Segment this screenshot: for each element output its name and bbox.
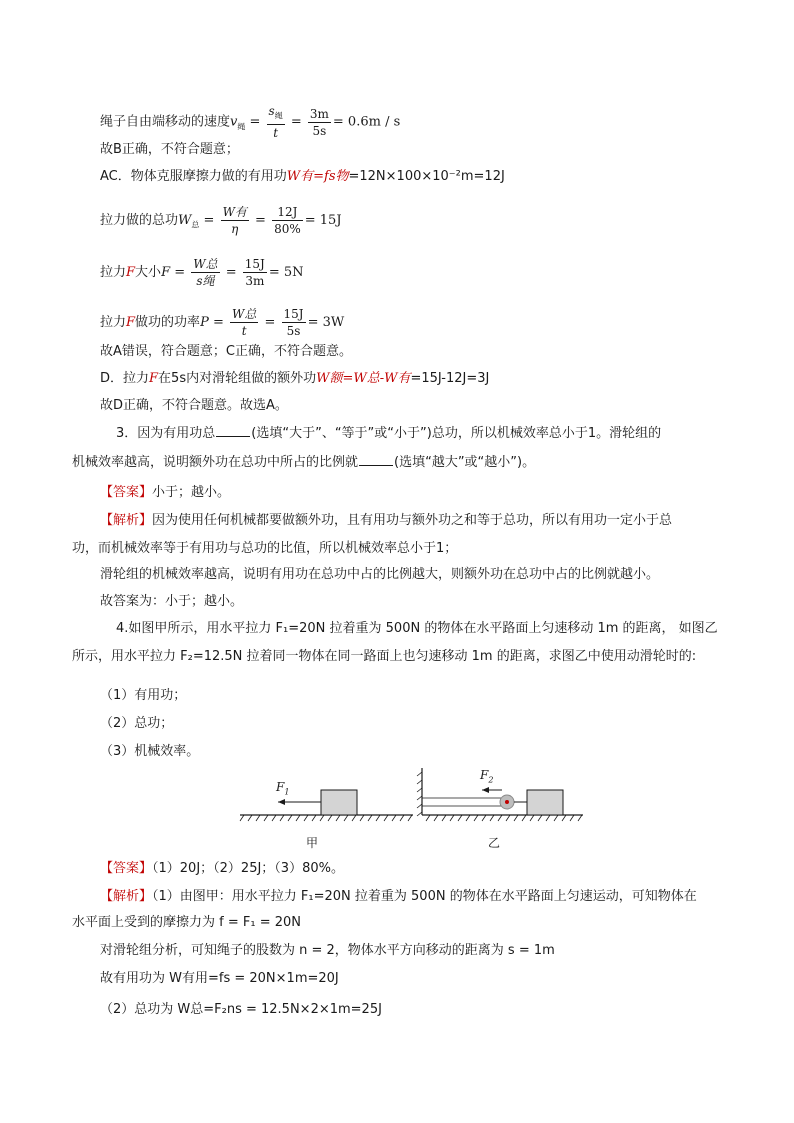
analysis-3-line3: 滑轮组的机械效率越高，说明有用功在总功中占的比例越大，则额外功在总功中占的比例就越小。: [100, 567, 660, 582]
sub: 绳: [237, 122, 246, 132]
analysis-3-line2: 功，而机械效率等于有用功与总功的比值，所以机械效率总小于1；: [72, 541, 458, 556]
velocity-line: 绳子自由端移动的速度$v_绳$ = $\frac{s_绳}{t}$ = $\frac{3m}{5s}$ = 0.6m / s: [100, 104, 401, 141]
arrow-head: [482, 787, 489, 793]
question-3-line2: 机械效率越高，说明额外功在总功中所占的比例就 (选填“越大”或“越小”)。: [72, 455, 536, 470]
arrow-head: [278, 799, 285, 805]
label-f2: $F_2$: [480, 768, 494, 785]
block-jia: [321, 790, 357, 815]
question-4-line2: 所示，用水平拉力 F₂=12.5N 拉着同一物体在同一路面上也匀速移动 1m 的距离，求图乙中使用动滑轮时的:: [72, 649, 697, 664]
label-f1: $F_1$: [276, 780, 290, 797]
analysis-4-line5: （2）总功为 W总=F₂ns = 12.5N×2×1m=25J: [100, 1002, 382, 1017]
line-d-extra-work: D．拉力F在5s内对滑轮组做的额外功W额=W总-W有=15J-12J=3J: [100, 371, 490, 386]
ground-hatch: [240, 815, 412, 821]
analysis-4-line4: 故有用功为 W有用=fs = 20N×1m=20J: [100, 971, 339, 986]
figure-svg: [238, 760, 588, 860]
question-4-line1: 4.如图甲所示，用水平拉力 F₁=20N 拉着重为 500N 的物体在水平路面上匀速移动 1m 的距离， 如图乙: [116, 621, 718, 636]
answer-blank: [216, 424, 250, 437]
answer-blank: [359, 453, 393, 466]
answer-3: 【答案】小于；越小。: [100, 485, 231, 500]
analysis-3-line1: 【解析】因为使用任何机械都要做额外功，且有用功与额外功之和等于总功，所以有用功一定小于总: [100, 513, 673, 528]
analysis-3-line4: 故答案为：小于；越小。: [100, 594, 244, 609]
wall-hatch: [417, 772, 422, 816]
pulley-axle: [505, 800, 509, 804]
analysis-4-line3: 对滑轮组分析，可知绳子的股数为 n = 2，物体水平方向移动的距离为 s = 1m: [100, 943, 555, 958]
label-yi: 乙: [488, 836, 501, 850]
line-power: 拉力F做功的功率P = $\frac{\text{W总}}{t}$ = $\frac{15J}{5s}$ = 3W: [100, 307, 345, 338]
sub-question-2: （2）总功；: [100, 716, 174, 731]
label-jia: 甲: [306, 836, 319, 850]
ground-hatch-yi: [426, 815, 582, 821]
sub-question-3: （3）机械效率。: [100, 744, 200, 759]
symbol-v: v: [230, 114, 238, 130]
sub-question-1: （1）有用功；: [100, 688, 187, 703]
line-ac-useful-work: AC．物体克服摩擦力做的有用功W有=fs物=12N×100×10⁻²m=12J: [100, 169, 505, 184]
fraction: $\frac{3m}{5s}$: [309, 106, 329, 138]
line-a-wrong: 故A错误，符合题意；C正确，不符合题意。: [100, 344, 352, 359]
line-force: 拉力F大小F = $\frac{\text{W总}}{\text{s绳}}$ = $\frac{15J}{3m}$ = 5N: [100, 257, 304, 288]
line-d-correct: 故D正确，不符合题意。故选A。: [100, 398, 288, 413]
block-yi: [527, 790, 563, 815]
answer-4: 【答案】（1）20J；（2）25J；（3）80%。: [100, 861, 344, 876]
analysis-4-line2: 水平面上受到的摩擦力为 f = F₁ = 20N: [72, 915, 301, 930]
fraction: $\frac{s_绳}{t}$: [268, 104, 283, 141]
line-b-correct: 故B正确，不符合题意；: [100, 142, 239, 157]
result: = 0.6m / s: [332, 114, 401, 130]
physics-figure: [238, 760, 588, 860]
question-3-line1: 3．因为有用功总 (选填“大于”、“等于”或“小于”)总功，所以机械效率总小于1。滑轮组的: [116, 426, 662, 441]
analysis-4-line1: 【解析】（1）由图甲：用水平拉力 F₁=20N 拉着重为 500N 的物体在水平路面上匀速运动，可知物体在: [100, 889, 697, 904]
line-total-work: 拉力做的总功$W_总$ = $\frac{\text{W有}}{\eta}$ = $\frac{12J}{80\%}$ = 15J: [100, 205, 342, 236]
text: 绳子自由端移动的速度: [100, 114, 231, 130]
